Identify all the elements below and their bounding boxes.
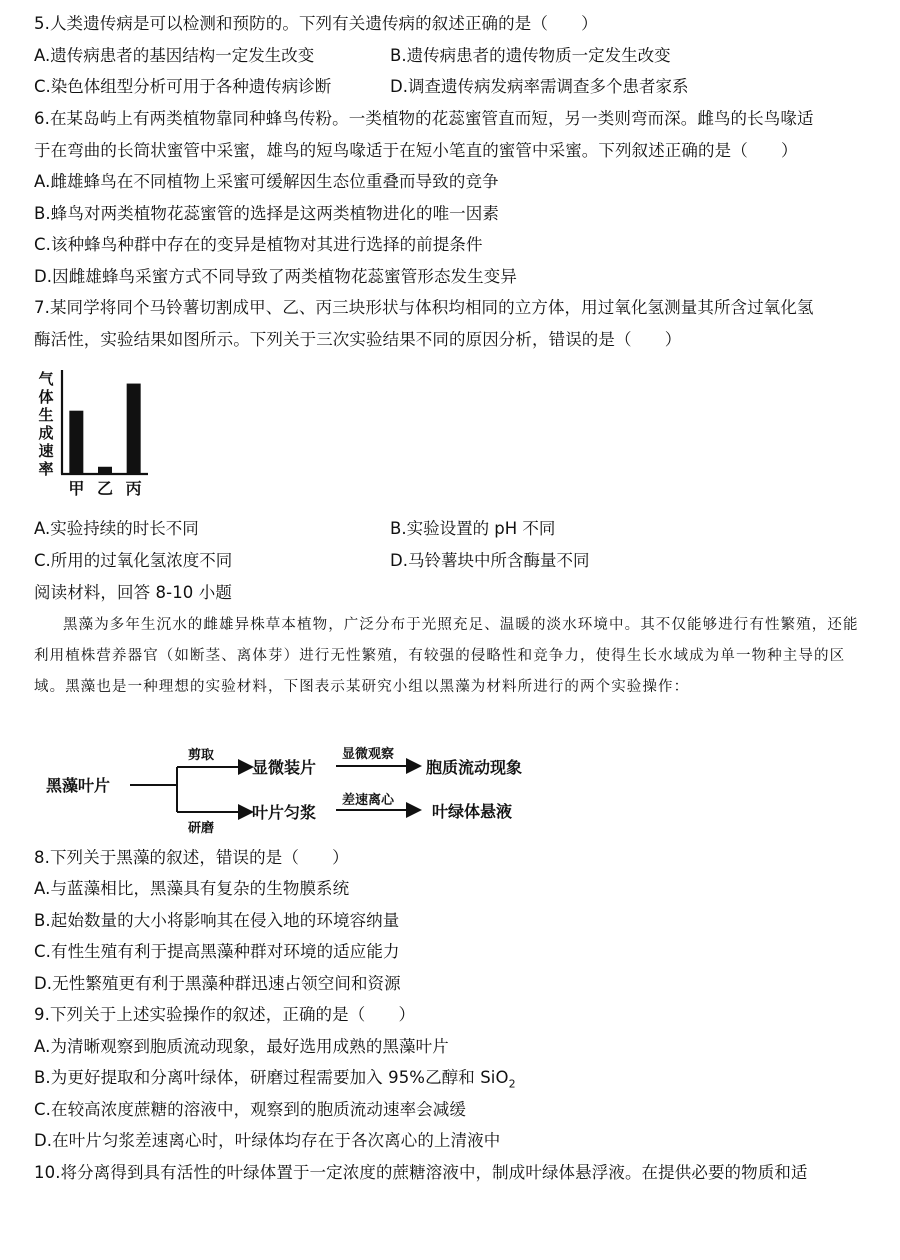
q7-options-cd: [34, 550, 874, 572]
q9-option-b-text: B.为更好提取和分离叶绿体，研磨过程需要加入 95%乙醇和 SiO: [34, 1068, 509, 1087]
q7-option-c: C.所用的过氧化氢浓度不同: [34, 551, 233, 570]
diagram-upper-product: 显微装片: [252, 758, 317, 777]
chart-bars: [69, 384, 140, 474]
chart-y-label-char: 生: [38, 406, 54, 424]
q6-option-d: D.因雌雄蜂鸟采蜜方式不同导致了两类植物花蕊蜜管形态发生变异: [34, 267, 517, 286]
chart-bar-1: [69, 411, 83, 474]
diagram-source: 黑藻叶片: [46, 776, 111, 795]
q7-bar-chart: [34, 364, 164, 504]
q10-stem-line1: 10.将分离得到具有活性的叶绿体置于一定浓度的蔗糖溶液中，制成叶绿体悬浮液。在提供必要的物质和适: [34, 1163, 808, 1182]
chart-x-tick-labels: [68, 479, 141, 498]
reading-passage: [34, 610, 864, 703]
q5-option-c: C.染色体组型分析可用于各种遗传病诊断: [34, 77, 332, 96]
q6-option-c: C.该种蜂鸟种群中存在的变异是植物对其进行选择的前提条件: [34, 235, 483, 254]
q8-stem: 8.下列关于黑藻的叙述，错误的是（ ）: [34, 848, 349, 867]
chart-x-tick-1: 甲: [68, 479, 85, 498]
diagram-upper-action: 显微观察: [342, 747, 395, 762]
q8-option-c: C.有性生殖有利于提高黑藻种群对环境的适应能力: [34, 942, 400, 961]
q9-option-d: D.在叶片匀浆差速离心时，叶绿体均存在于各次离心的上清液中: [34, 1131, 501, 1150]
q8-option-b: B.起始数量的大小将影响其在侵入地的环境容纳量: [34, 911, 400, 930]
q8-option-d: D.无性繁殖更有利于黑藻种群迅速占领空间和资源: [34, 974, 401, 993]
q5-option-b: B.遗传病患者的遗传物质一定发生改变: [390, 46, 671, 65]
chart-y-label-char: 成: [38, 424, 54, 442]
q9-option-a: A.为清晰观察到胞质流动现象，最好选用成熟的黑藻叶片: [34, 1037, 449, 1056]
q7-option-b: B.实验设置的 pH 不同: [390, 519, 556, 538]
chart-x-tick-3: 丙: [125, 479, 142, 498]
chart-y-label-char: 速: [38, 442, 54, 460]
diagram-lower-action: 差速离心: [342, 793, 395, 808]
experiment-flow-diagram: [40, 740, 560, 835]
q9-option-b-subscript: 2: [508, 1077, 516, 1091]
chart-bar-3: [127, 384, 141, 474]
q9-stem: 9.下列关于上述实验操作的叙述，正确的是（ ）: [34, 1005, 416, 1024]
chart-y-label-char: 体: [38, 388, 54, 406]
q7-stem-line1: 7.某同学将同个马铃薯切割成甲、乙、丙三块形状与体积均相同的立方体，用过氧化氢测量其所含过氧化氢: [34, 298, 814, 317]
q9-option-c: C.在较高浓度蔗糖的溶液中，观察到的胞质流动速率会减缓: [34, 1100, 466, 1119]
q5-option-a: A.遗传病患者的基因结构一定发生改变: [34, 46, 315, 65]
q6-stem-line2: 于在弯曲的长筒状蜜管中采蜜，雄鸟的短鸟喙适于在短小笔直的蜜管中采蜜。下列叙述正确的是（ ）: [34, 141, 798, 160]
chart-x-tick-2: 乙: [96, 479, 114, 498]
q5-options-ab: [34, 45, 874, 67]
diagram-upper-step: 剪取: [188, 748, 215, 763]
q8-option-a: A.与蓝藻相比，黑藻具有复杂的生物膜系统: [34, 879, 350, 898]
q5-options-cd: [34, 76, 874, 98]
diagram-lower-product: 叶片匀浆: [252, 803, 317, 822]
diagram-upper-result: 胞质流动现象: [426, 758, 523, 777]
q7-stem-line2: 酶活性，实验结果如图所示。下列关于三次实验结果不同的原因分析，错误的是（ ）: [34, 330, 682, 349]
q7-option-a: A.实验持续的时长不同: [34, 519, 199, 538]
reading-passage-text: 黑藻为多年生沉水的雌雄异株草本植物，广泛分布于光照充足、温暖的淡水环境中。其不仅能够进行有性繁殖，还能利用植株营养器官（如断茎、离体芽）进行无性繁殖，有较强的侵略性和竞争力，使得生长水域成为单一物种主导的区域。黑藻也是一种理想的实验材料，下图表示某研究小组以黑藻为材料所进行的两个实验操作：: [34, 617, 859, 695]
q9-option-b: [34, 1067, 516, 1095]
chart-y-label-char: 率: [38, 460, 54, 478]
diagram-lower-step: 研磨: [188, 821, 215, 835]
q5-option-d: D.调查遗传病发病率需调查多个患者家系: [390, 77, 689, 96]
chart-y-label-char: 气: [38, 370, 54, 388]
q6-stem-line1: 6.在某岛屿上有两类植物靠同种蜂鸟传粉。一类植物的花蕊蜜管直而短，另一类则弯而深。雌鸟的长鸟喙适: [34, 109, 814, 128]
q6-option-a: A.雌雄蜂鸟在不同植物上采蜜可缓解因生态位重叠而导致的竞争: [34, 172, 499, 191]
q5-stem: 5.人类遗传病是可以检测和预防的。下列有关遗传病的叙述正确的是（ ）: [34, 14, 598, 33]
q7-option-d: D.马铃薯块中所含酶量不同: [390, 551, 590, 570]
diagram-lower-result: 叶绿体悬液: [432, 802, 513, 821]
chart-bar-2: [98, 467, 112, 474]
q6-option-b: B.蜂鸟对两类植物花蕊蜜管的选择是这两类植物进化的唯一因素: [34, 204, 499, 223]
q7-options-ab: [34, 518, 874, 540]
reading-intro: 阅读材料，回答 8-10 小题: [34, 583, 232, 602]
chart-y-axis-label: [38, 370, 54, 478]
